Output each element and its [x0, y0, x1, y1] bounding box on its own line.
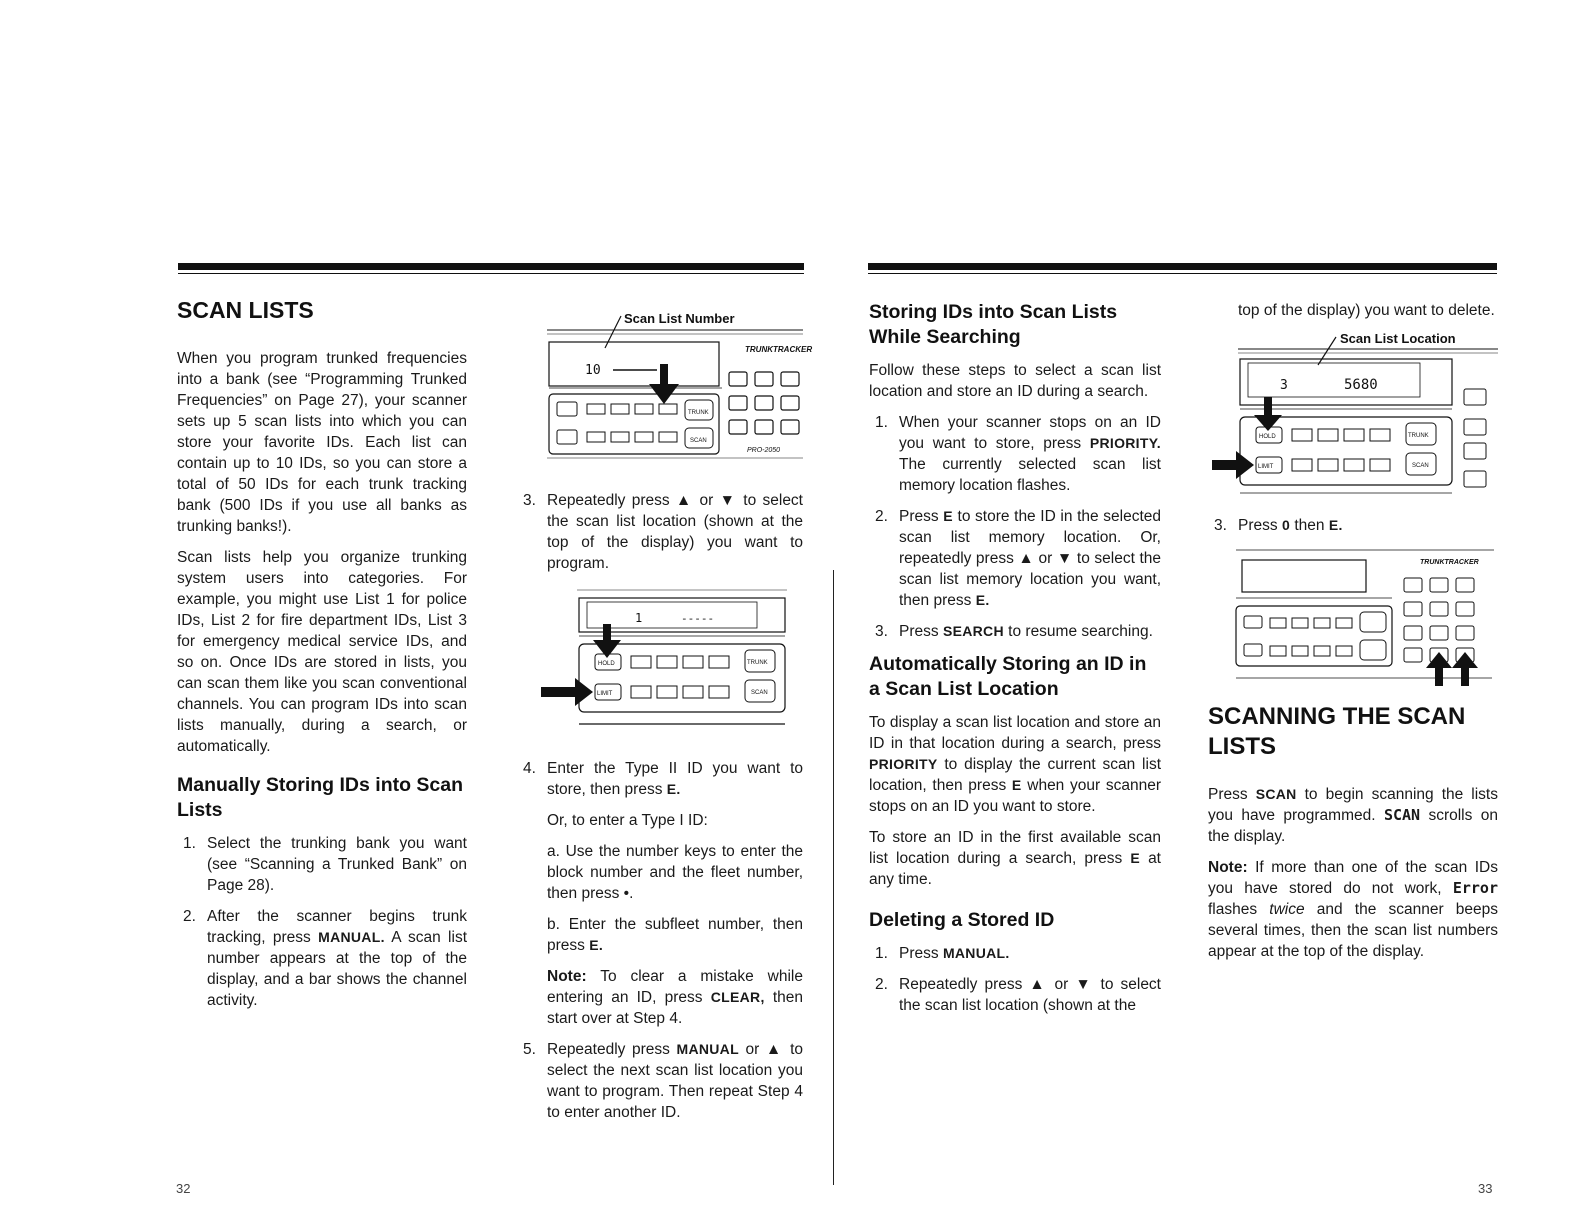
scan-lists-heading: SCAN LISTS — [177, 297, 314, 323]
fig1-trunk-key: TRUNK — [688, 410, 709, 416]
fig1-scan-key: SCAN — [690, 438, 707, 444]
left-page-number: 32 — [176, 1181, 191, 1196]
left-page-rule-thin — [178, 273, 804, 274]
delete-step-2-continued: top of the display) you want to delete. — [1238, 302, 1495, 319]
search-steps-list — [869, 412, 1161, 642]
clear-note: Note: To clear a mistake while entering an ID, press CLEAR, then start over at Step 4. — [547, 968, 803, 1027]
left-page-rule — [178, 263, 804, 270]
figure-limit-key — [517, 584, 803, 744]
fig2-right-arrow — [575, 678, 593, 706]
scanning-heading: SCANNING THE SCAN LISTS — [1208, 703, 1466, 760]
fig2-limit-key: LIMIT — [597, 691, 613, 697]
right-column-1 — [869, 300, 1161, 1026]
scanner-panel-illustration-2 — [517, 584, 803, 744]
search-intro: Follow these steps to select a scan list location and store an ID during a search. — [869, 362, 1161, 400]
page-gutter-line — [833, 570, 834, 1185]
fig2-display-value: 1 — [635, 611, 643, 625]
intro-paragraph-1: When you program trunked frequencies into a bank (see “Programming Trunked Frequencies” on Page 27), your scanner sets up 5 scan lists into which you can store your favorite IDs. Each list can contain up to 10 IDs, so you can store a total of 50 IDs for each trunk tracking bank (500 IDs if you use all banks as trunking banks!). — [177, 350, 467, 535]
figure-zero-e-keys — [1208, 546, 1498, 686]
delete-step-3: 3. Press 0 then E. — [1214, 517, 1343, 534]
fig1-caption: Scan List Number — [624, 311, 735, 326]
search-storing-heading: Storing IDs into Scan Lists While Searching — [869, 301, 1118, 348]
fig3-display-list: 3 — [1280, 378, 1288, 393]
fig1-model-label: PRO-2050 — [747, 447, 781, 454]
steps-4-5-list — [517, 758, 803, 1123]
figure-scan-list-number — [517, 308, 813, 476]
intro-paragraph-2: Scan lists help you organize trunking system users into categories. For example, you might use List 1 for police IDs, List 2 for fire department IDs, List 3 for emergency medical service IDs, and so on. Once IDs are stored in lists, you can scan them like you scan conventional channels. You can program IDs into scan lists manually, during a search, or automatically. — [177, 549, 467, 755]
manual-step-4: 4. Enter the Type II ID you want to store, then press E. Or, to enter a Type I ID: a. Use the number keys to enter the block number and the fleet number, then press •. b. Enter the subfleet number, then press E. Note: To clear a mistake while entering an ID, press CLEAR, then start over at Step 4. — [523, 760, 803, 1027]
left-column-1 — [177, 296, 467, 1021]
right-page-rule-thin — [868, 273, 1497, 274]
fig2-scan-key: SCAN — [751, 690, 768, 696]
manual-step-1: 1. Select the trunking bank you want (see “Scanning a Trunked Bank” on Page 28). — [183, 835, 467, 894]
delete-step-2: 2. Repeatedly press ▲ or ▼ to select the scan list location (shown at the — [875, 976, 1161, 1014]
auto-storing-heading: Automatically Storing an ID in a Scan List Location — [869, 653, 1147, 700]
manual-step-2: 2. After the scanner begins trunk tracking, press MANUAL. A scan list number appears at the top of the display, and a bar shows the channel activity. — [183, 908, 467, 1009]
steps-3-list — [517, 490, 803, 574]
fig3-right-arrow — [1236, 451, 1254, 479]
delete-steps-list — [869, 943, 1161, 1016]
type-one-sub-b: b. Enter the subfleet number, then press E. — [547, 916, 803, 954]
fig2-down-arrow — [593, 640, 621, 658]
fig3-hold-key: HOLD — [1259, 434, 1276, 440]
scanner-panel-illustration-4 — [1208, 546, 1498, 686]
lcd-display — [549, 342, 719, 386]
delete-step-3-list — [1208, 515, 1498, 536]
scan-paragraph: Press SCAN to begin scanning the lists you have programmed. SCAN scrolls on the display. — [1208, 786, 1498, 845]
manual-step-3: 3. Repeatedly press ▲ or ▼ to select the scan list location (shown at the top of the display) you want to program. — [523, 492, 803, 572]
search-step-2: 2. Press E to store the ID in the selected scan list memory location. Or, repeatedly press ▲ or ▼ to select the scan list memory location you want, then press E. — [875, 508, 1161, 609]
fig3-caption: Scan List Location — [1340, 331, 1456, 346]
fig3-limit-key: LIMIT — [1258, 464, 1274, 470]
type-one-sub-a: a. Use the number keys to enter the block number and the fleet number, then press •. — [547, 843, 803, 902]
scanner-panel-illustration-3 — [1208, 331, 1498, 507]
fig3-trunk-key: TRUNK — [1408, 433, 1429, 439]
scan-note: Note: If more than one of the scan IDs you have stored do not work, Error flashes twice and the scanner beeps several times, then the scan list numbers appear at the top of the display. — [1208, 859, 1498, 960]
fig2-dashes: ----- — [681, 612, 715, 625]
auto-paragraph-1: To display a scan list location and store an ID in that location during a search, press PRIORITY to display the current scan list location, then press E when your scanner stops on an ID you want to store. — [869, 714, 1161, 815]
left-column-2 — [517, 308, 813, 1133]
fig2-trunk-key: TRUNK — [747, 660, 768, 666]
fig3-scan-key: SCAN — [1412, 463, 1429, 469]
right-column-2 — [1208, 300, 1498, 972]
search-step-1: 1. When your scanner stops on an ID you want to store, press PRIORITY. The currently selected scan list memory location flashes. — [875, 414, 1161, 494]
auto-paragraph-2: To store an ID in the first available scan list location during a search, press E at any time. — [869, 829, 1161, 888]
search-step-3: 3. Press SEARCH to resume searching. — [875, 623, 1153, 640]
figure-scan-list-location — [1208, 331, 1498, 507]
fig2-hold-key: HOLD — [598, 661, 615, 667]
manual-step-5: 5. Repeatedly press MANUAL or ▲ to select the next scan list location you want to program. Then repeat Step 4 to enter another ID. — [523, 1041, 803, 1121]
right-page-rule — [868, 263, 1497, 270]
scanner-panel-illustration-1 — [517, 308, 813, 476]
right-page-number: 33 — [1478, 1181, 1493, 1196]
manual-storing-heading: Manually Storing IDs into Scan Lists — [177, 774, 464, 821]
fig3-down-arrow — [1254, 415, 1282, 431]
key-panel — [549, 394, 719, 454]
delete-step-1: 1. Press MANUAL. — [875, 945, 1010, 962]
type-one-intro: Or, to enter a Type I ID: — [547, 812, 708, 829]
fig1-logo: TRUNKTRACKER — [745, 345, 813, 354]
fig4-logo: TRUNKTRACKER — [1420, 559, 1479, 566]
fig1-display-value: 10 — [585, 363, 601, 378]
manual-steps-list — [177, 833, 467, 1011]
fig3-display-id: 5680 — [1344, 377, 1378, 393]
deleting-heading: Deleting a Stored ID — [869, 909, 1055, 931]
